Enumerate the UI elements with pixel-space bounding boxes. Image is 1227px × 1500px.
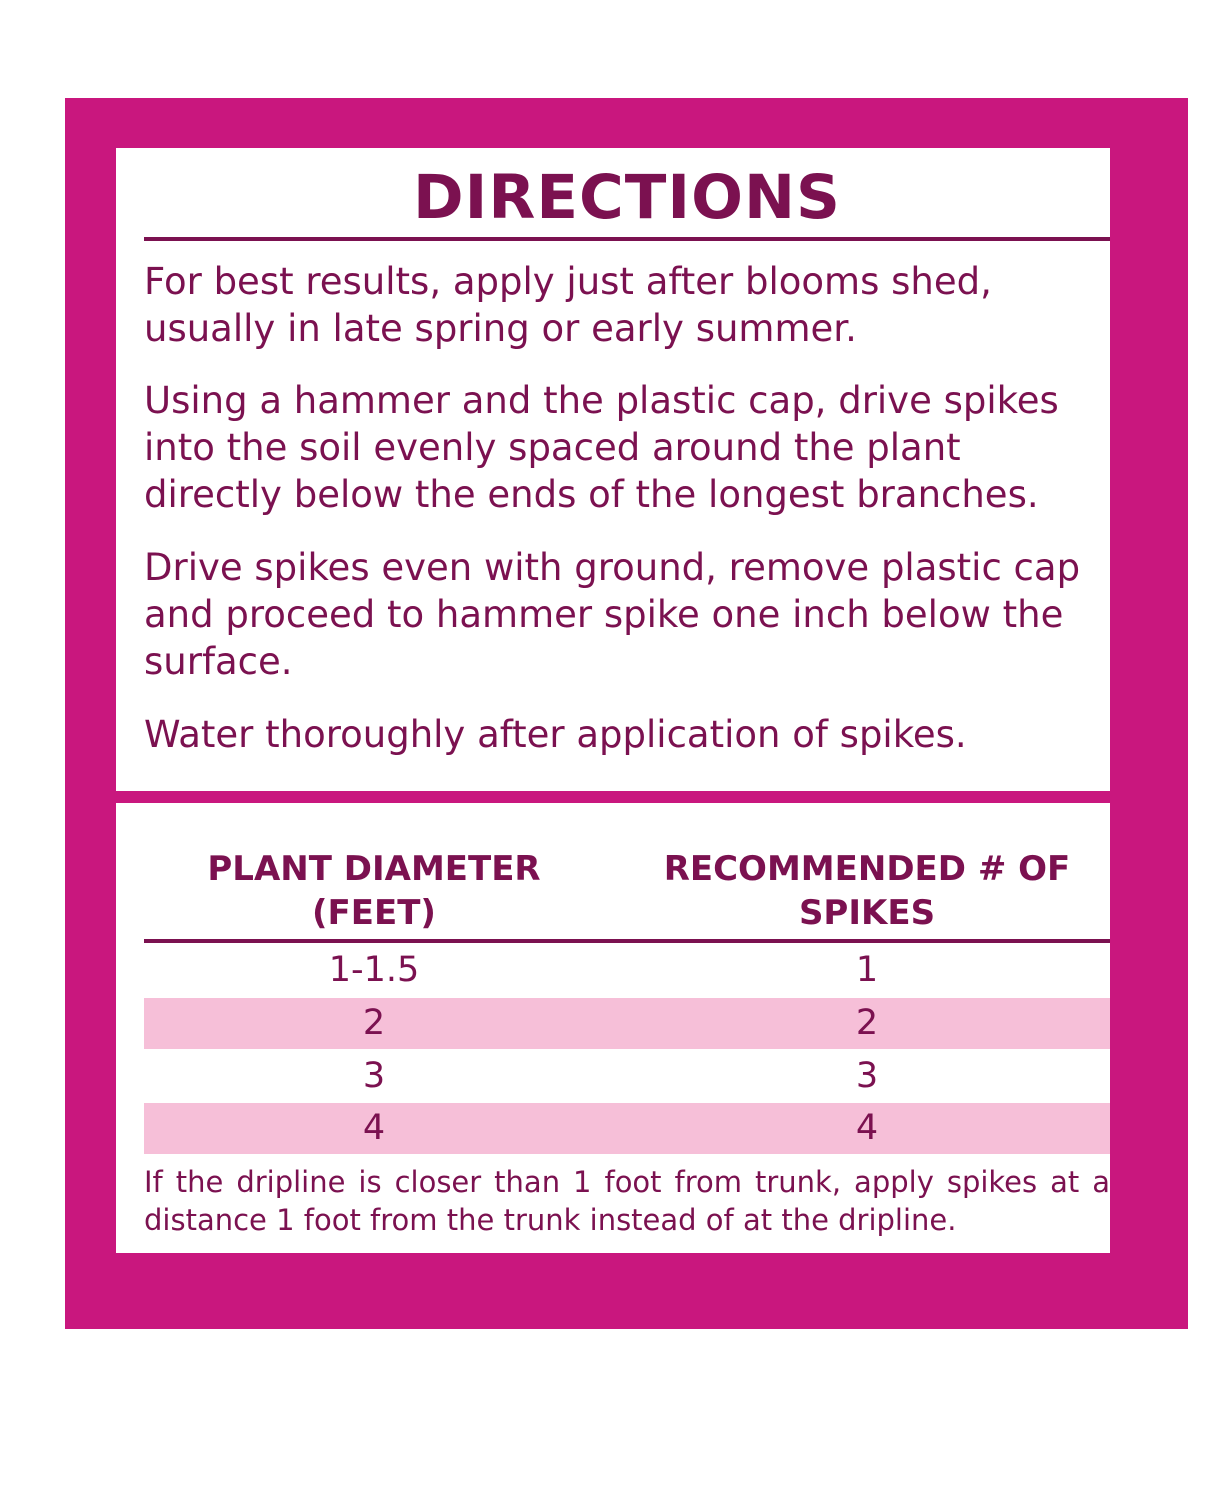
title-divider — [144, 237, 1110, 241]
dripline-note: If the dripline is closer than 1 foot from trunk, apply spikes at a distance 1 foot from the trunk instead of at the dripline. — [144, 1165, 1110, 1237]
directions-title: DIRECTIONS — [413, 162, 841, 233]
cell-spikes: 4 — [855, 1108, 879, 1148]
header-plant-diameter: PLANT DIAMETER (FEET) — [207, 849, 541, 933]
direction-paragraph-3: Drive spikes even with ground, remove plastic cap and proceed to hammer spike one inch below the surface. — [144, 546, 1081, 683]
table-row — [144, 1051, 1110, 1102]
table-row — [144, 1103, 1110, 1154]
cell-diameter: 3 — [362, 1056, 386, 1096]
cell-diameter: 2 — [362, 1003, 386, 1043]
cell-spikes: 1 — [855, 950, 879, 990]
direction-paragraph-1: For best results, apply just after blooms shed, usually in late spring or early summer. — [144, 260, 992, 350]
directions-frame — [65, 98, 1188, 1329]
cell-diameter: 4 — [362, 1108, 386, 1148]
header-recommended-spikes: RECOMMENDED # OF SPIKES — [663, 849, 1071, 933]
direction-paragraph-4: Water thoroughly after application of spikes. — [144, 713, 967, 756]
cell-spikes: 2 — [855, 1003, 879, 1043]
cell-diameter: 1-1.5 — [328, 950, 420, 990]
direction-paragraph-2: Using a hammer and the plastic cap, drive spikes into the soil evenly spaced around the plant directly below the ends of the longest branches. — [144, 379, 1059, 516]
table-row — [144, 945, 1110, 996]
directions-panel — [116, 148, 1110, 791]
table-row — [144, 998, 1110, 1049]
table-header-divider — [144, 939, 1110, 943]
cell-spikes: 3 — [855, 1056, 879, 1096]
spike-table-panel — [116, 803, 1110, 1253]
